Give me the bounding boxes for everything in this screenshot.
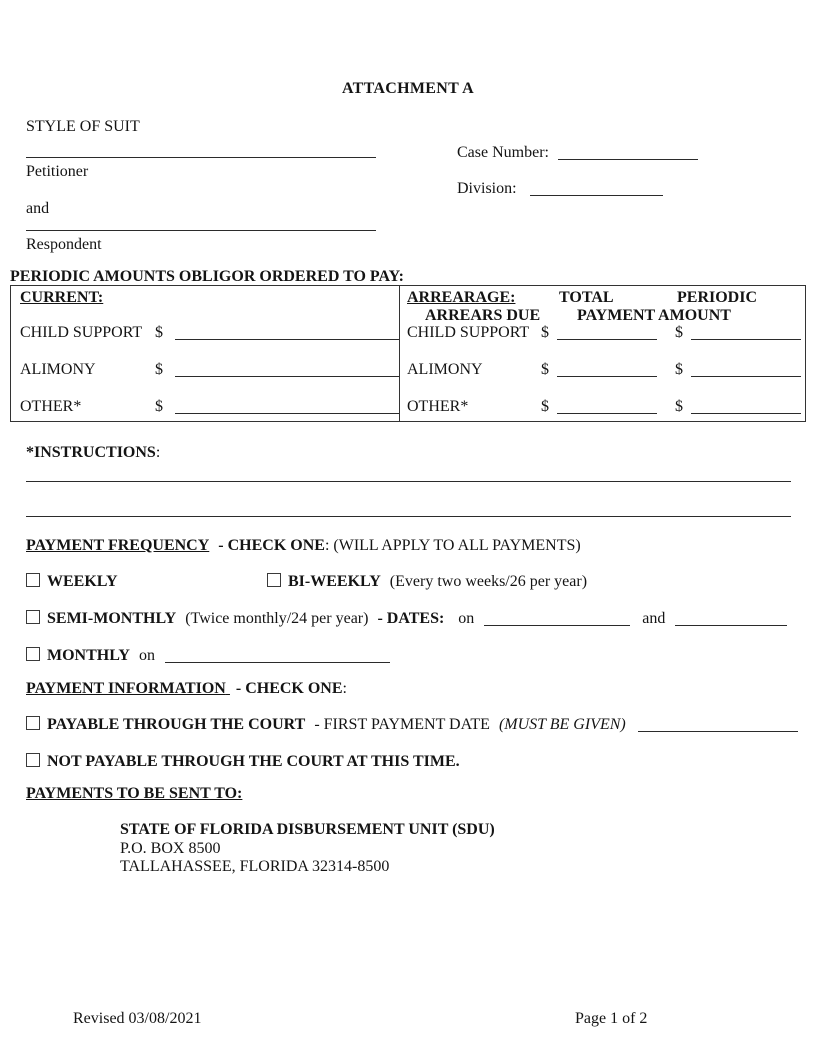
dollar-sign: $ — [675, 361, 683, 378]
on-label: on — [138, 647, 155, 664]
instructions-line-1-field[interactable] — [26, 481, 791, 482]
arrears-due-child-support-field[interactable] — [557, 325, 657, 340]
weekly-checkbox[interactable] — [26, 573, 40, 587]
check-one-label: - CHECK ONE — [235, 680, 343, 697]
dollar-sign: $ — [675, 324, 683, 341]
row-label: CHILD SUPPORT — [407, 324, 530, 341]
periodic-payment-child-support-field[interactable] — [691, 325, 801, 340]
arrearage-child-support-row — [407, 323, 801, 342]
semimonthly-label: SEMI-MONTHLY — [47, 610, 177, 627]
payable-row — [26, 715, 798, 734]
periodic-column-header: PERIODIC — [677, 289, 758, 306]
biweekly-option — [267, 572, 587, 591]
semimonthly-row — [26, 609, 787, 628]
arrears-due-column-header: ARREARS DUE — [425, 307, 541, 324]
style-of-suit-label: STYLE OF SUIT — [26, 118, 140, 135]
instructions-colon: : — [155, 444, 161, 461]
dates-label: - DATES: — [377, 610, 445, 627]
arrearage-column-heading: ARREARAGE: — [407, 289, 516, 306]
and-label: and — [642, 610, 666, 627]
current-alimony-field[interactable] — [175, 362, 399, 377]
sdu-recipient: STATE OF FLORIDA DISBURSEMENT UNIT (SDU) — [120, 821, 495, 838]
payment-information-heading — [26, 679, 347, 698]
periodic-amounts-heading: PERIODIC AMOUNTS OBLIGOR ORDERED TO PAY: — [10, 268, 404, 285]
arrearage-alimony-row — [407, 360, 801, 379]
payment-frequency-note: : (WILL APPLY TO ALL PAYMENTS) — [324, 537, 581, 554]
not-payable-checkbox[interactable] — [26, 753, 40, 767]
instructions-label: *INSTRUCTIONS — [26, 444, 156, 461]
and-label: and — [26, 200, 50, 217]
dollar-sign: $ — [541, 324, 549, 341]
monthly-label: MONTHLY — [47, 647, 130, 664]
dollar-sign: $ — [155, 361, 163, 378]
total-column-header: TOTAL — [559, 289, 614, 306]
semimonthly-checkbox[interactable] — [26, 610, 40, 624]
must-be-given-note: (MUST BE GIVEN) — [498, 716, 626, 733]
sdu-po-box: P.O. BOX 8500 — [120, 839, 221, 857]
arrears-due-alimony-field[interactable] — [557, 362, 657, 377]
payments-table — [10, 285, 806, 422]
row-label: ALIMONY — [407, 361, 483, 378]
instructions-line-2-field[interactable] — [26, 516, 791, 517]
payments-to-heading: PAYMENTS TO BE SENT TO: — [26, 785, 243, 802]
dollar-sign: $ — [155, 398, 163, 415]
semimonthly-date1-field[interactable] — [484, 611, 630, 626]
row-label: CHILD SUPPORT — [20, 324, 143, 341]
sdu-city-state-zip: TALLAHASSEE, FLORIDA 32314-8500 — [120, 858, 390, 875]
revised-date: Revised 03/08/2021 — [73, 1010, 202, 1027]
row-label: OTHER* — [20, 398, 82, 415]
dollar-sign: $ — [155, 324, 163, 341]
table-column-divider — [399, 286, 400, 421]
sdu-address-block — [120, 821, 495, 877]
monthly-date-field[interactable] — [165, 648, 390, 663]
current-child-support-field[interactable] — [175, 325, 399, 340]
periodic-payment-alimony-field[interactable] — [691, 362, 801, 377]
on-label: on — [458, 610, 475, 627]
monthly-checkbox[interactable] — [26, 647, 40, 661]
not-payable-row — [26, 752, 460, 771]
current-child-support-row — [20, 323, 399, 342]
case-number-row — [457, 143, 698, 162]
payment-frequency-heading — [26, 536, 581, 555]
division-field[interactable] — [530, 181, 663, 196]
current-other-row — [20, 397, 399, 416]
petitioner-label: Petitioner — [26, 163, 89, 180]
respondent-label: Respondent — [26, 236, 102, 253]
weekly-label: WEEKLY — [47, 573, 118, 590]
respondent-name-field[interactable] — [26, 230, 376, 231]
payment-frequency-title: PAYMENT FREQUENCY — [26, 537, 210, 554]
semimonthly-note: (Twice monthly/24 per year) — [185, 610, 369, 627]
first-payment-date-field[interactable] — [638, 717, 798, 732]
payable-through-court-checkbox[interactable] — [26, 716, 40, 730]
current-other-field[interactable] — [175, 399, 399, 414]
current-column-heading: CURRENT: — [20, 289, 104, 306]
check-one-label: - CHECK ONE — [218, 537, 325, 554]
division-row — [457, 179, 663, 198]
page-number: Page 1 of 2 — [575, 1010, 648, 1027]
payment-amount-column-header: PAYMENT AMOUNT — [577, 307, 731, 324]
biweekly-checkbox[interactable] — [267, 573, 281, 587]
arrears-due-other-field[interactable] — [557, 399, 657, 414]
payment-information-title: PAYMENT INFORMATION — [26, 680, 226, 697]
arrearage-other-row — [407, 397, 801, 416]
instructions-heading — [26, 443, 160, 462]
first-payment-date-label: - FIRST PAYMENT DATE — [314, 716, 490, 733]
payment-information-colon: : — [342, 680, 347, 697]
current-alimony-row — [20, 360, 399, 379]
periodic-payment-other-field[interactable] — [691, 399, 801, 414]
row-label: OTHER* — [407, 398, 469, 415]
not-payable-label: NOT PAYABLE THROUGH THE COURT AT THIS TIME. — [47, 753, 460, 770]
dollar-sign: $ — [541, 398, 549, 415]
payable-label: PAYABLE THROUGH THE COURT — [47, 716, 306, 733]
dollar-sign: $ — [675, 398, 683, 415]
petitioner-name-field[interactable] — [26, 157, 376, 158]
monthly-row — [26, 646, 390, 665]
biweekly-label: BI-WEEKLY — [288, 573, 381, 590]
weekly-biweekly-row — [26, 572, 806, 591]
page-title: ATTACHMENT A — [341, 80, 475, 97]
semimonthly-date2-field[interactable] — [675, 611, 787, 626]
case-number-field[interactable] — [558, 145, 698, 160]
row-label: ALIMONY — [20, 361, 96, 378]
division-label: Division: — [457, 180, 517, 197]
biweekly-note: (Every two weeks/26 per year) — [389, 573, 588, 590]
dollar-sign: $ — [541, 361, 549, 378]
case-number-label: Case Number: — [457, 144, 549, 161]
